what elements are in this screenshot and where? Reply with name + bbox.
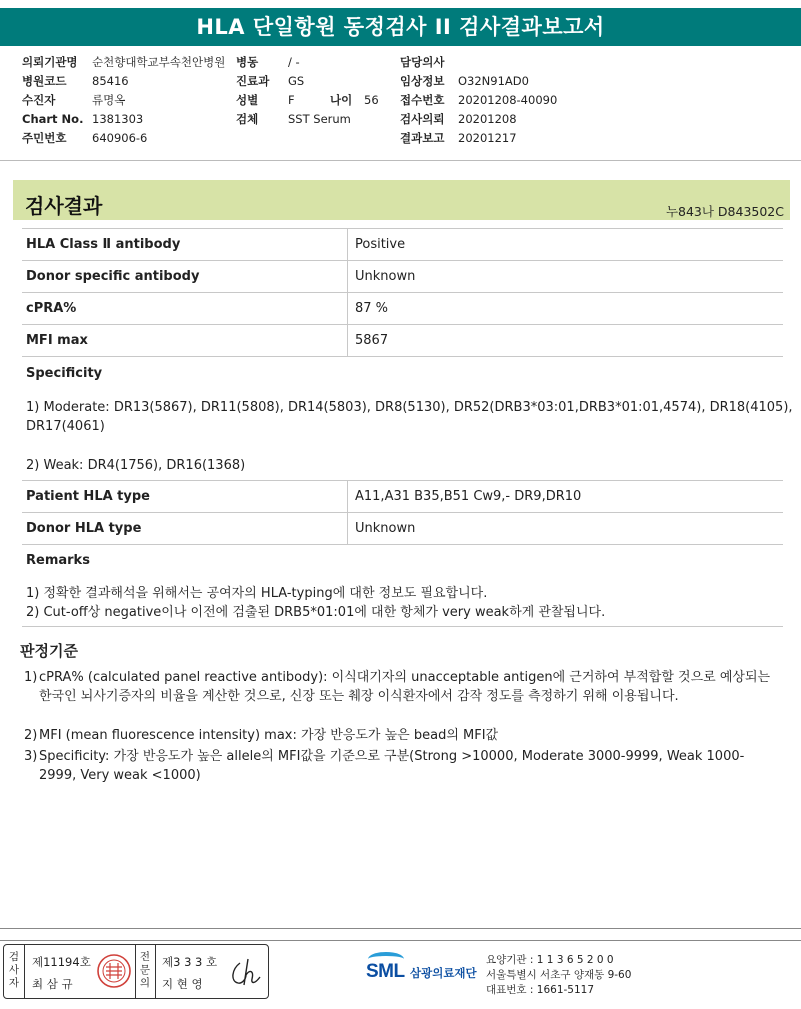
- criteria-item: [24, 747, 779, 785]
- criteria-item: [24, 668, 779, 706]
- remark-line: 1) 정확한 결과해석을 위해서는 공여자의 HLA-typing에 대한 정보도 필요합니다.: [26, 586, 488, 601]
- info-label: Chart No.: [22, 112, 84, 126]
- specificity-line: 2) Weak: DR4(1756), DR16(1368): [26, 458, 246, 473]
- info-label: 임상정보: [400, 74, 445, 88]
- info-label: 성별: [236, 93, 259, 107]
- info-label: 접수번호: [400, 93, 445, 107]
- info-label: 담당의사: [400, 55, 445, 69]
- table-row: [22, 325, 783, 357]
- signature-box: [3, 944, 269, 999]
- info-label: 진료과: [236, 74, 270, 88]
- criteria-text: MFI (mean fluorescence intensity) max: 가장 반응도가 높은 bead의 MFI값: [39, 728, 499, 743]
- info-label: 수진자: [22, 93, 56, 107]
- info-value: 20201208: [458, 112, 517, 126]
- specificity-line: 1) Moderate: DR13(5867), DR11(5808), DR14(5803), DR8(5130), DR52(DRB3*03:01,DRB3*01:01,4574), DR18(4105),: [26, 400, 793, 415]
- report-title: HLA 단일항원 동정검사 II 검사결과보고서: [0, 8, 801, 46]
- info-value: 순천향대학교부속천안병원: [92, 55, 226, 69]
- row-value: 87 %: [355, 301, 389, 316]
- column-separator: [347, 293, 348, 325]
- info-value: SST Serum: [288, 112, 351, 126]
- row-key: Donor specific antibody: [26, 269, 200, 284]
- info-value: 85416: [92, 74, 129, 88]
- box-divider: [155, 945, 156, 998]
- table-row: [22, 481, 783, 513]
- row-key: MFI max: [26, 333, 88, 348]
- column-separator: [347, 513, 348, 545]
- table-row: [22, 261, 783, 293]
- row-value: Positive: [355, 237, 406, 252]
- criteria-number: 3): [24, 749, 38, 764]
- row-value: 5867: [355, 333, 389, 348]
- remark-line: 2) Cut-off상 negative이나 이전에 검출된 DRB5*01:01에 대한 항체가 very weak하게 관찰됩니다.: [26, 605, 606, 620]
- info-label: 의뢰기관명: [22, 55, 78, 69]
- info-value: 류명옥: [92, 93, 126, 107]
- info-value: F: [288, 93, 295, 107]
- seal-stamp: [96, 953, 132, 989]
- table-bottom-border: [22, 626, 783, 627]
- info-value: 1381303: [92, 112, 144, 126]
- inspector-label: 검사자: [8, 951, 20, 989]
- agency-phone: 대표번호 : 1661-5117: [486, 984, 595, 996]
- info-value: 20201217: [458, 131, 517, 145]
- info-label: 결과보고: [400, 131, 445, 145]
- info-value: O32N91AD0: [458, 74, 529, 88]
- criteria-text: Specificity: 가장 반응도가 높은 allele의 MFI값을 기준으로 구분(Strong >10000, Moderate 3000-9999, Weak 1000-2999, Very weak <1000): [39, 749, 745, 783]
- inspector-number: 제11194호: [32, 955, 91, 969]
- info-label: 병동: [236, 55, 259, 69]
- signature-image: [226, 955, 266, 989]
- row-value: Unknown: [355, 521, 416, 536]
- row-key: Patient HLA type: [26, 489, 150, 504]
- box-divider: [135, 945, 136, 998]
- specialist-number: 제3 3 3 호: [162, 955, 218, 969]
- footer-divider: [0, 940, 801, 941]
- divider: [0, 160, 801, 161]
- info-label: 주민번호: [22, 131, 67, 145]
- info-value: 20201208-40090: [458, 93, 558, 107]
- criteria-text: cPRA% (calculated panel reactive antibody): 이식대기자의 unacceptable antigen에 근거하여 부적합할 것으로 예상되는 한국인 뇌사기증자의 비율을 계산한 것으로, 신장 또는 췌장 이식환자에서 감작 정도를 측정하기 위해 이용됩니다.: [39, 670, 771, 704]
- column-separator: [347, 229, 348, 261]
- logo-text: SML: [366, 961, 405, 982]
- row-value: Unknown: [355, 269, 416, 284]
- info-col-3: [400, 53, 557, 148]
- result-heading: 검사결과: [25, 194, 103, 218]
- table-row: [22, 229, 783, 261]
- result-header: [13, 180, 790, 220]
- info-value: / -: [288, 55, 300, 69]
- specificity-line: DR17(4061): [26, 419, 105, 434]
- table-row: [22, 293, 783, 325]
- table-row: [22, 513, 783, 545]
- column-separator: [347, 325, 348, 357]
- criteria-title: 판정기준: [20, 642, 78, 660]
- row-key: cPRA%: [26, 301, 77, 316]
- info-value: 640906-6: [92, 131, 148, 145]
- specialist-name: 지 현 영: [162, 977, 203, 991]
- row-value: A11,A31 B35,B51 Cw9,- DR9,DR10: [355, 489, 582, 504]
- info-label: 검사의뢰: [400, 112, 445, 126]
- result-code: 누843나 D843502C: [665, 204, 784, 219]
- specialist-label: 전문의: [139, 951, 151, 989]
- row-key: Donor HLA type: [26, 521, 142, 536]
- criteria-number: 2): [24, 728, 38, 743]
- agency-code: 요양기관 : 1 1 3 6 5 2 0 0: [486, 954, 614, 966]
- age-label: 나이: [330, 93, 353, 107]
- age-value: 56: [364, 93, 379, 107]
- agency-info: [486, 953, 631, 998]
- info-col-2: [236, 53, 379, 129]
- footer-divider: [0, 928, 801, 929]
- column-separator: [347, 261, 348, 293]
- info-value: GS: [288, 74, 305, 88]
- column-separator: [347, 481, 348, 513]
- specificity-label: Specificity: [26, 366, 103, 381]
- row-key: HLA Class Ⅱ antibody: [26, 237, 181, 252]
- info-col-1: [22, 53, 225, 148]
- criteria-item: [24, 726, 779, 745]
- criteria-number: 1): [24, 670, 38, 685]
- info-label: 병원코드: [22, 74, 67, 88]
- inspector-name: 최 삼 규: [32, 977, 73, 991]
- remarks-label: Remarks: [26, 553, 90, 568]
- box-divider: [24, 945, 25, 998]
- foundation-name: 삼광의료재단: [410, 966, 477, 980]
- info-label: 검체: [236, 112, 259, 126]
- agency-address: 서울특별시 서초구 양재동 9-60: [486, 969, 632, 981]
